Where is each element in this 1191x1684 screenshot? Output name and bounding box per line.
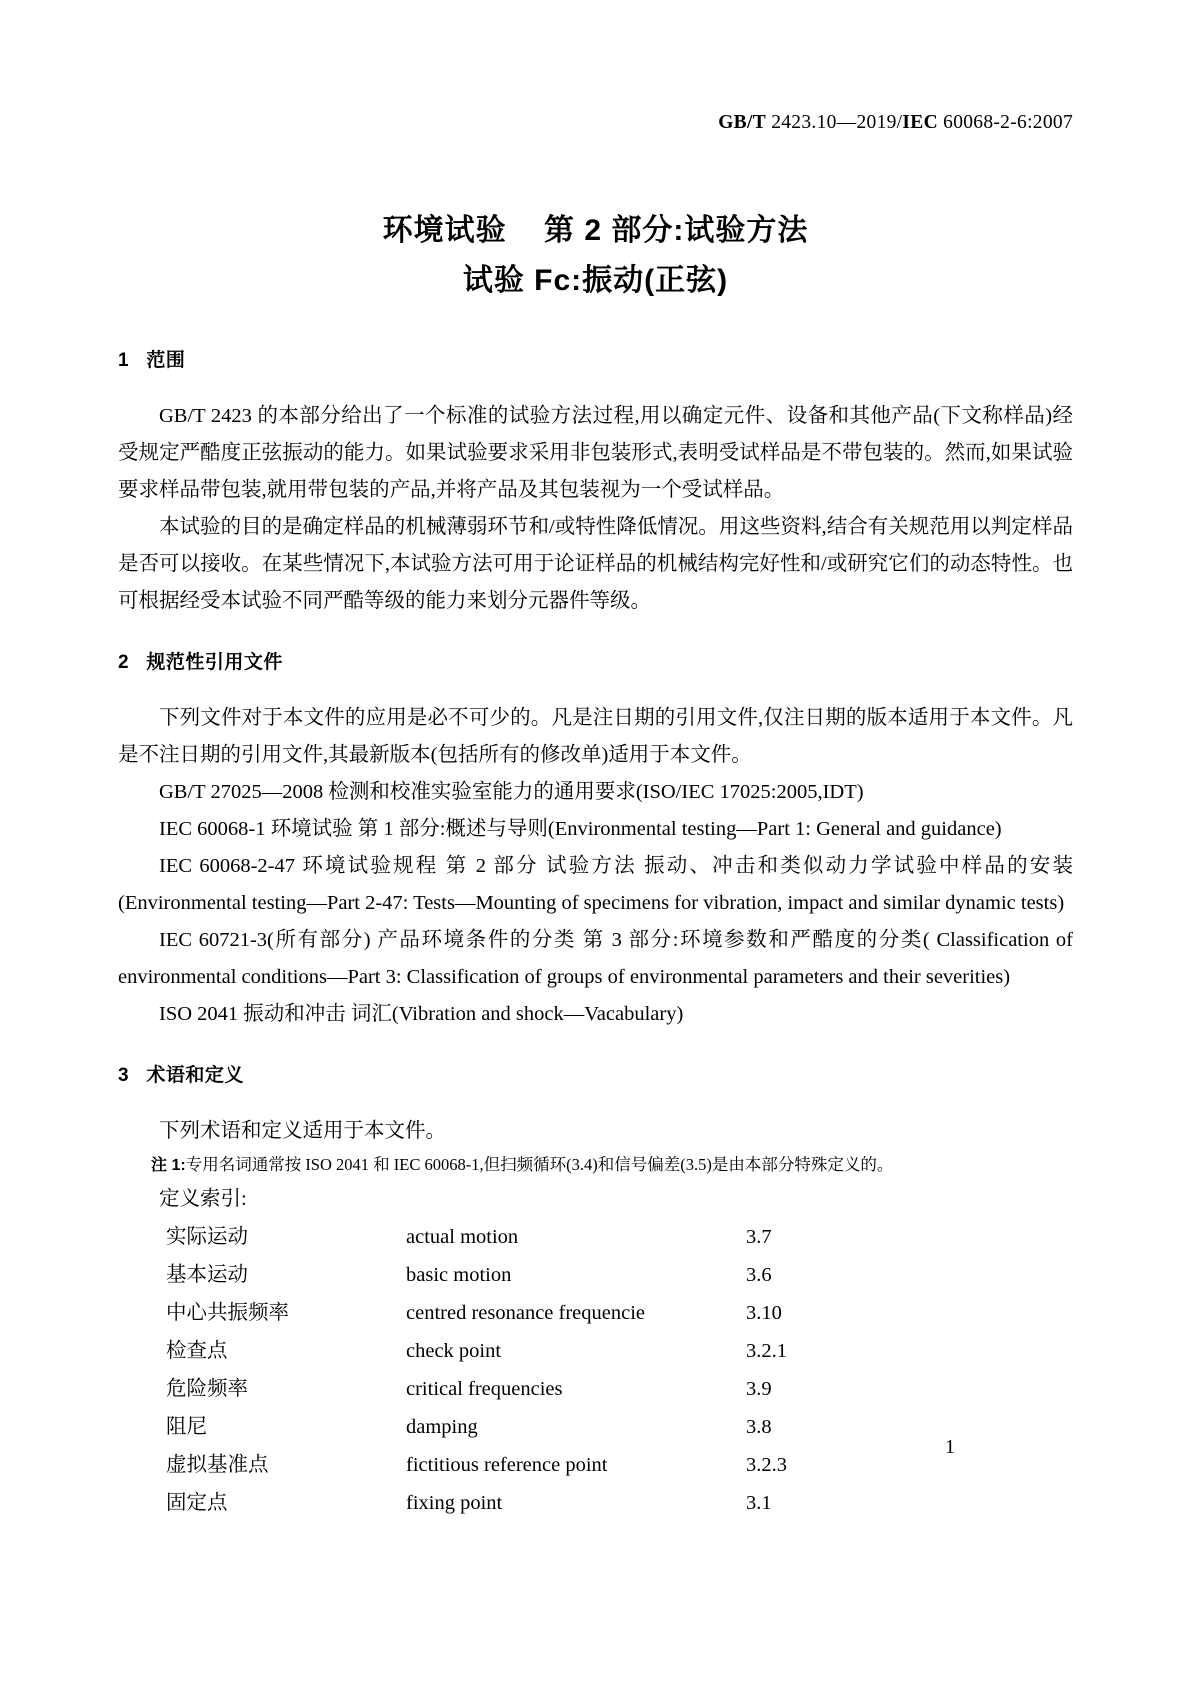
definition-term-cn: 阻尼 xyxy=(166,1416,207,1438)
table-row xyxy=(166,1332,886,1370)
spacer xyxy=(118,374,1073,398)
definition-term-en: check point xyxy=(406,1340,502,1362)
running-header-iec-number: 60068-2-6:2007 xyxy=(937,112,1073,133)
table-row xyxy=(166,1446,886,1484)
normative-references-intro: 下列文件对于本文件的应用是必不可少的。凡是注日期的引用文件,仅注日期的版本适用于本文件。凡是不注日期的引用文件,其最新版本(包括所有的修改单)适用于本文件。 xyxy=(118,707,1073,766)
definition-term-cn: 基本运动 xyxy=(166,1264,248,1286)
definition-clause-number: 3.10 xyxy=(746,1302,782,1324)
running-header-iec-prefix: IEC xyxy=(902,112,938,133)
section-heading-scope: 1 范围 xyxy=(118,350,186,371)
reference-item: ISO 2041 振动和冲击 词汇(Vibration and shock—Vacabulary) xyxy=(159,1003,684,1025)
table-row xyxy=(166,1218,886,1256)
reference-item: IEC 60068-2-47 环境试验规程 第 2 部分 试验方法 振动、冲击和类似动力学试验中样品的安装(Environmental testing—Part 2-47: Tests—Mounting of specimens for vibration, impact and similar dynamic tests) xyxy=(118,855,1073,914)
definition-term-en: centred resonance frequencie xyxy=(406,1302,646,1324)
definition-clause-number: 3.8 xyxy=(746,1416,772,1438)
table-row xyxy=(166,1408,886,1446)
running-header xyxy=(718,112,1073,134)
running-header-gbt-number: 2423.10—2019/ xyxy=(766,112,903,133)
definition-clause-number: 3.2.1 xyxy=(746,1340,787,1362)
note-label: 注 1: xyxy=(151,1157,186,1174)
definition-term-en: damping xyxy=(406,1416,478,1438)
page-title-line-1: 环境试验 第 2 部分:试验方法 xyxy=(382,214,809,247)
reference-item: GB/T 27025—2008 检测和校准实验室能力的通用要求(ISO/IEC 17025:2005,IDT) xyxy=(159,781,864,803)
definition-term-cn: 检查点 xyxy=(166,1340,228,1362)
definition-term-en: basic motion xyxy=(406,1264,512,1286)
table-row xyxy=(166,1484,886,1522)
table-row xyxy=(166,1256,886,1294)
definition-clause-number: 3.1 xyxy=(746,1492,772,1514)
page-number: 1 xyxy=(945,1436,955,1458)
spacer xyxy=(118,1089,1073,1113)
section-heading-normative-references: 2 规范性引用文件 xyxy=(118,652,283,673)
spacer xyxy=(118,676,1073,700)
definition-term-en: critical frequencies xyxy=(406,1378,563,1400)
section-heading-terms-and-definitions: 3 术语和定义 xyxy=(118,1065,244,1086)
definition-index-table xyxy=(166,1218,886,1522)
page-content xyxy=(118,0,1073,1684)
table-row xyxy=(166,1370,886,1408)
definition-term-cn: 中心共振频率 xyxy=(166,1302,289,1324)
definition-term-cn: 固定点 xyxy=(166,1492,228,1514)
scope-paragraph-1: GB/T 2423 的本部分给出了一个标准的试验方法过程,用以确定元件、设备和其他产品(下文称样品)经受规定严酷度正弦振动的能力。如果试验要求采用非包装形式,表明受试样品是不带包装的。然而,如果试验要求样品带包装,就用带包装的产品,并将产品及其包装视为一个受试样品。 xyxy=(118,405,1073,501)
running-header-gbt-prefix: GB/T xyxy=(718,112,767,133)
terms-note-1 xyxy=(118,1150,1073,1181)
reference-item: IEC 60721-3(所有部分) 产品环境条件的分类 第 3 部分:环境参数和严酷度的分类( Classification of environmental conditions—Part 3: Classification of groups of environmental parameters and their severities) xyxy=(118,929,1073,988)
document-body xyxy=(118,348,1073,1522)
note-text: 专用名词通常按 ISO 2041 和 IEC 60068-1,但扫频循环(3.4)和信号偏差(3.5)是由本部分特殊定义的。 xyxy=(185,1155,894,1174)
definition-term-en: actual motion xyxy=(406,1226,519,1248)
definition-term-en: fictitious reference point xyxy=(406,1454,608,1476)
spacer xyxy=(118,1033,1073,1063)
definition-term-en: fixing point xyxy=(406,1492,503,1514)
scope-paragraph-2: 本试验的目的是确定样品的机械薄弱环节和/或特性降低情况。用这些资料,结合有关规范用以判定样品是否可以接收。在某些情况下,本试验方法可用于论证样品的机械结构完好性和/或研究它们的动态特性。也可根据经受本试验不同严酷等级的能力来划分元器件等级。 xyxy=(118,516,1073,612)
definition-term-cn: 虚拟基准点 xyxy=(166,1454,269,1476)
definition-clause-number: 3.2.3 xyxy=(746,1454,787,1476)
page-title-line-2: 试验 Fc:振动(正弦) xyxy=(462,264,729,297)
definition-clause-number: 3.9 xyxy=(746,1378,772,1400)
definition-clause-number: 3.6 xyxy=(746,1264,772,1286)
definition-clause-number: 3.7 xyxy=(746,1226,772,1248)
page-title xyxy=(118,208,1073,304)
terms-intro: 下列术语和定义适用于本文件。 xyxy=(159,1120,446,1142)
reference-item: IEC 60068-1 环境试验 第 1 部分:概述与导则(Environmental testing—Part 1: General and guidance) xyxy=(159,818,1002,840)
table-row xyxy=(166,1294,886,1332)
definition-term-cn: 实际运动 xyxy=(166,1226,248,1248)
definition-index-label: 定义索引: xyxy=(159,1188,247,1210)
definition-term-cn: 危险频率 xyxy=(166,1378,248,1400)
spacer xyxy=(118,620,1073,650)
